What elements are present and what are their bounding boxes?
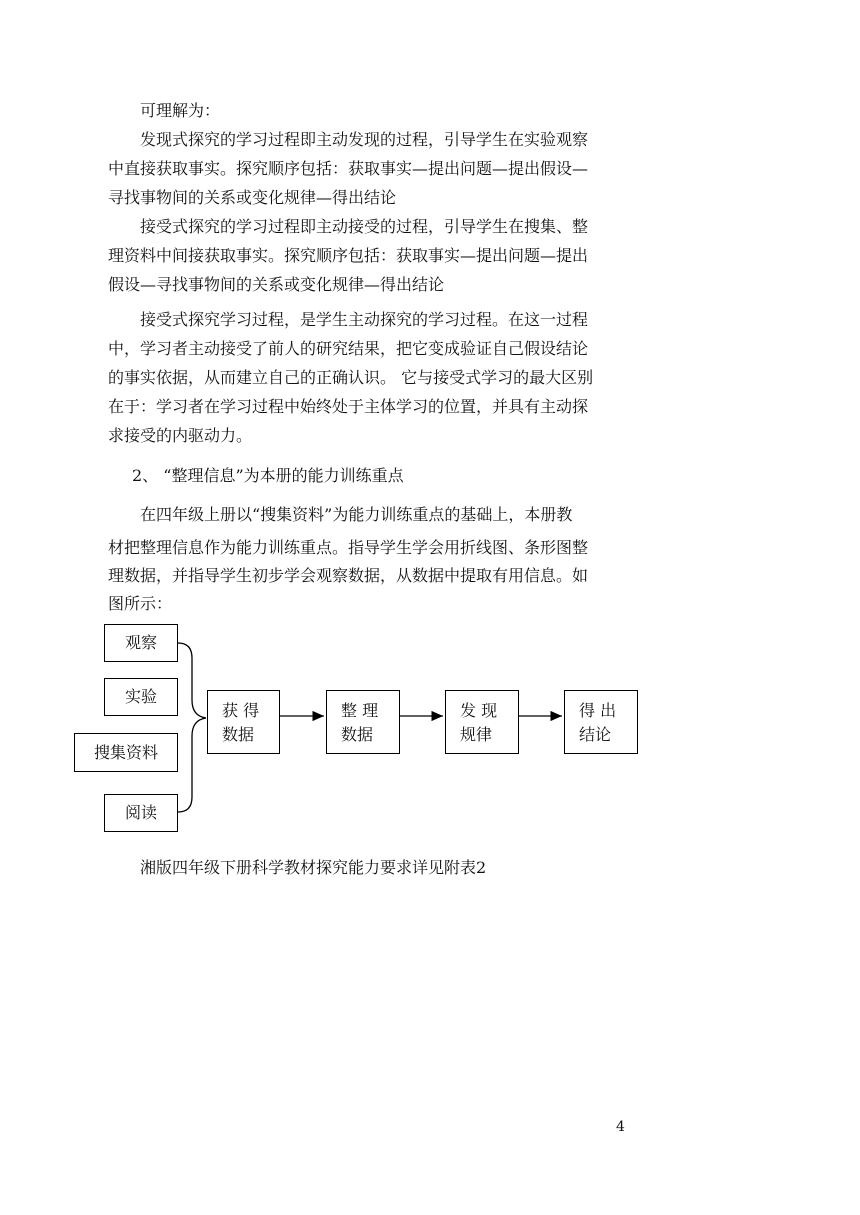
input-box-collect: 搜集资料 <box>74 733 178 772</box>
input-box-experiment: 实验 <box>104 678 178 716</box>
step-4-line-1: 得 出 <box>579 701 617 720</box>
p4-line-2: 材把整理信息作为能力训练重点。指导学生学会用折线图、条形图整 <box>108 538 589 557</box>
p1-line-2: 中直接获取事实。探究顺序包括：获取事实—提出问题—提出假设— <box>108 159 589 178</box>
page-number: 4 <box>616 1119 625 1135</box>
step-box-find-pattern <box>445 690 519 754</box>
input-box-read: 阅读 <box>104 794 178 832</box>
step-box-obtain-data <box>207 690 280 754</box>
p2-line-3: 假设—寻找事物间的关系或变化规律—得出结论 <box>108 275 445 294</box>
p1-line-3: 寻找事物间的关系或变化规律—得出结论 <box>108 188 397 207</box>
p3-line-1: 接受式探究学习过程，是学生主动探究的学习过程。在这一过程 <box>140 310 589 329</box>
p4-line-1: 在四年级上册以“搜集资料”为能力训练重点的基础上，本册教 <box>140 505 573 524</box>
input-box-observe: 观察 <box>104 624 178 662</box>
p3-line-2: 中，学习者主动接受了前人的研究结果，把它变成验证自己假设结论 <box>108 339 589 358</box>
step-4-line-2: 结论 <box>579 725 612 744</box>
step-3-line-2: 规律 <box>460 725 493 744</box>
p4-line-3: 理数据，并指导学生初步学会观察数据，从数据中提取有用信息。如 <box>108 566 589 585</box>
p1-line-1: 发现式探究的学习过程即主动发现的过程，引导学生在实验观察 <box>140 130 589 149</box>
section-heading-2: 2、 “整理信息”为本册的能力训练重点 <box>132 466 404 485</box>
p2-line-1: 接受式探究的学习过程即主动接受的过程，引导学生在搜集、整 <box>140 217 589 236</box>
input-brace <box>178 643 206 812</box>
step-3-line-1: 发 现 <box>460 701 498 720</box>
p3-line-3: 的事实依据，从而建立自己的正确认识。 它与接受式学习的最大区别 <box>108 368 594 387</box>
step-box-organize-data <box>326 690 400 754</box>
step-2-line-2: 数据 <box>341 725 374 744</box>
p4-line-4: 图所示： <box>108 594 173 613</box>
appendix-note: 湘版四年级下册科学教材探究能力要求详见附表2 <box>140 858 487 877</box>
step-1-line-2: 数据 <box>222 725 255 744</box>
p3-line-4: 在于：学习者在学习过程中始终处于主体学习的位置，并具有主动探 <box>108 397 589 416</box>
step-box-draw-conclusion <box>564 690 638 754</box>
step-1-line-1: 获 得 <box>222 701 260 720</box>
intro-line: 可理解为： <box>140 101 221 120</box>
p2-line-2: 理资料中间接获取事实。探究顺序包括：获取事实—提出问题—提出 <box>108 246 589 265</box>
step-2-line-1: 整 理 <box>341 701 379 720</box>
p3-line-5: 求接受的内驱动力。 <box>108 426 253 445</box>
